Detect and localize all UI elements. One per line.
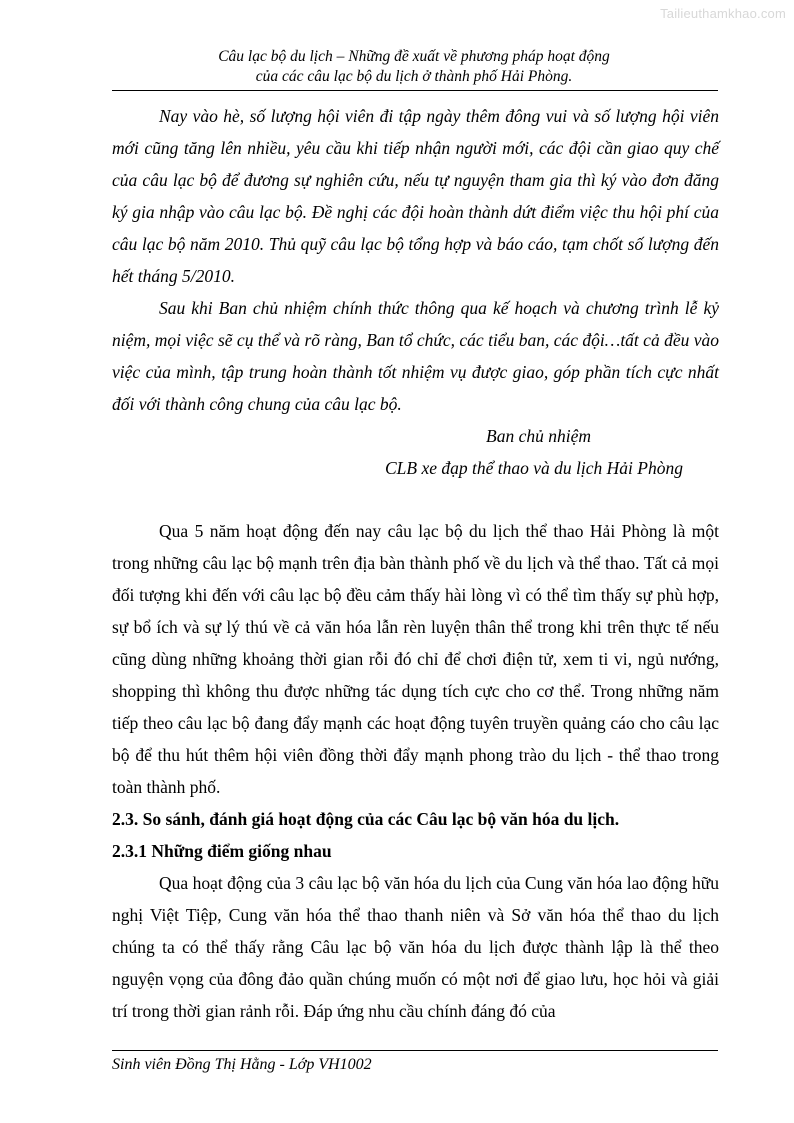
quoted-paragraph-1: Nay vào hè, số lượng hội viên đi tập ngày thêm đông vui và số lượng hội viên mới cũng tăng lên nhiều, yêu cầu khi tiếp nhận người mới, các đội cần giao quy chế của câu lạc bộ để đương sự nghiên cứu, nếu tự nguyện tham gia thì ký vào đơn đăng ký gia nhập vào câu lạc bộ. Đề nghị các đội hoàn thành dứt điểm việc thu hội phí của câu lạc bộ năm 2010. Thủ quỹ câu lạc bộ tổng hợp và báo cáo, tạm chốt số lượng đến hết tháng 5/2010. [112,106,719,286]
section-heading-2-3: 2.3. So sánh, đánh giá hoạt động của các Câu lạc bộ văn hóa du lịch. [112,809,620,829]
watermark: Tailieuthamkhao.com [660,6,786,21]
signature-title: Ban chủ nhiệm [486,426,591,446]
body-paragraph-2: Qua hoạt động của 3 câu lạc bộ văn hóa du lịch của Cung văn hóa lao động hữu nghị Việt Tiệp, Cung văn hóa thể thao thanh niên và Sở văn hóa thể thao du lịch chúng ta có thể thấy rằng Câu lạc bộ văn hóa du lịch được thành lập là thể theo nguyện vọng của đông đảo quần chúng muốn có một nơi để giao lưu, học hỏi và giải trí trong thời gian rảnh rỗi. Đáp ứng nhu cầu chính đáng đó của [112,873,719,1021]
running-header [110,47,718,87]
quoted-paragraph-2: Sau khi Ban chủ nhiệm chính thức thông qua kế hoạch và chương trình lễ kỷ niệm, mọi việc sẽ cụ thể và rõ ràng, Ban tổ chức, các tiểu ban, các đội…tất cả đều vào việc của mình, tập trung hoàn thành tốt nhiệm vụ được giao, góp phần tích cực nhất đối với thành công chung của câu lạc bộ. [112,298,719,414]
header-line-1: Câu lạc bộ du lịch – Những đề xuất về phương pháp hoạt động [218,48,610,65]
header-divider [112,90,718,91]
subsection-heading-2-3-1: 2.3.1 Những điểm giống nhau [112,841,332,861]
page-footer: Sinh viên Đồng Thị Hằng - Lớp VH1002 [112,1056,372,1073]
signature-organization: CLB xe đạp thể thao và du lịch Hải Phòng [385,458,683,478]
footer-divider [112,1050,718,1051]
page-body [112,100,719,1027]
header-line-2: của các câu lạc bộ du lịch ở thành phố Hải Phòng. [255,68,573,85]
body-paragraph-1: Qua 5 năm hoạt động đến nay câu lạc bộ du lịch thể thao Hải Phòng là một trong những câu lạc bộ mạnh trên địa bàn thành phố về du lịch và thể thao. Tất cả mọi đối tượng khi đến với câu lạc bộ đều cảm thấy hài lòng vì có thể tìm thấy sự phù hợp, sự bổ ích và sự lý thú về cả văn hóa lẫn rèn luyện thân thể trong khi trên thực tế nếu cũng dùng những khoảng thời gian rỗi đó chỉ để chơi điện tử, xem ti vi, ngủ nướng, shopping thì không thu được những tác dụng tích cực cho cơ thể. Trong những năm tiếp theo câu lạc bộ đang đẩy mạnh các hoạt động tuyên truyền quảng cáo cho câu lạc bộ để thu hút thêm hội viên đồng thời đẩy mạnh phong trào du lịch - thể thao trong toàn thành phố. [112,521,719,797]
spacer [112,484,719,515]
